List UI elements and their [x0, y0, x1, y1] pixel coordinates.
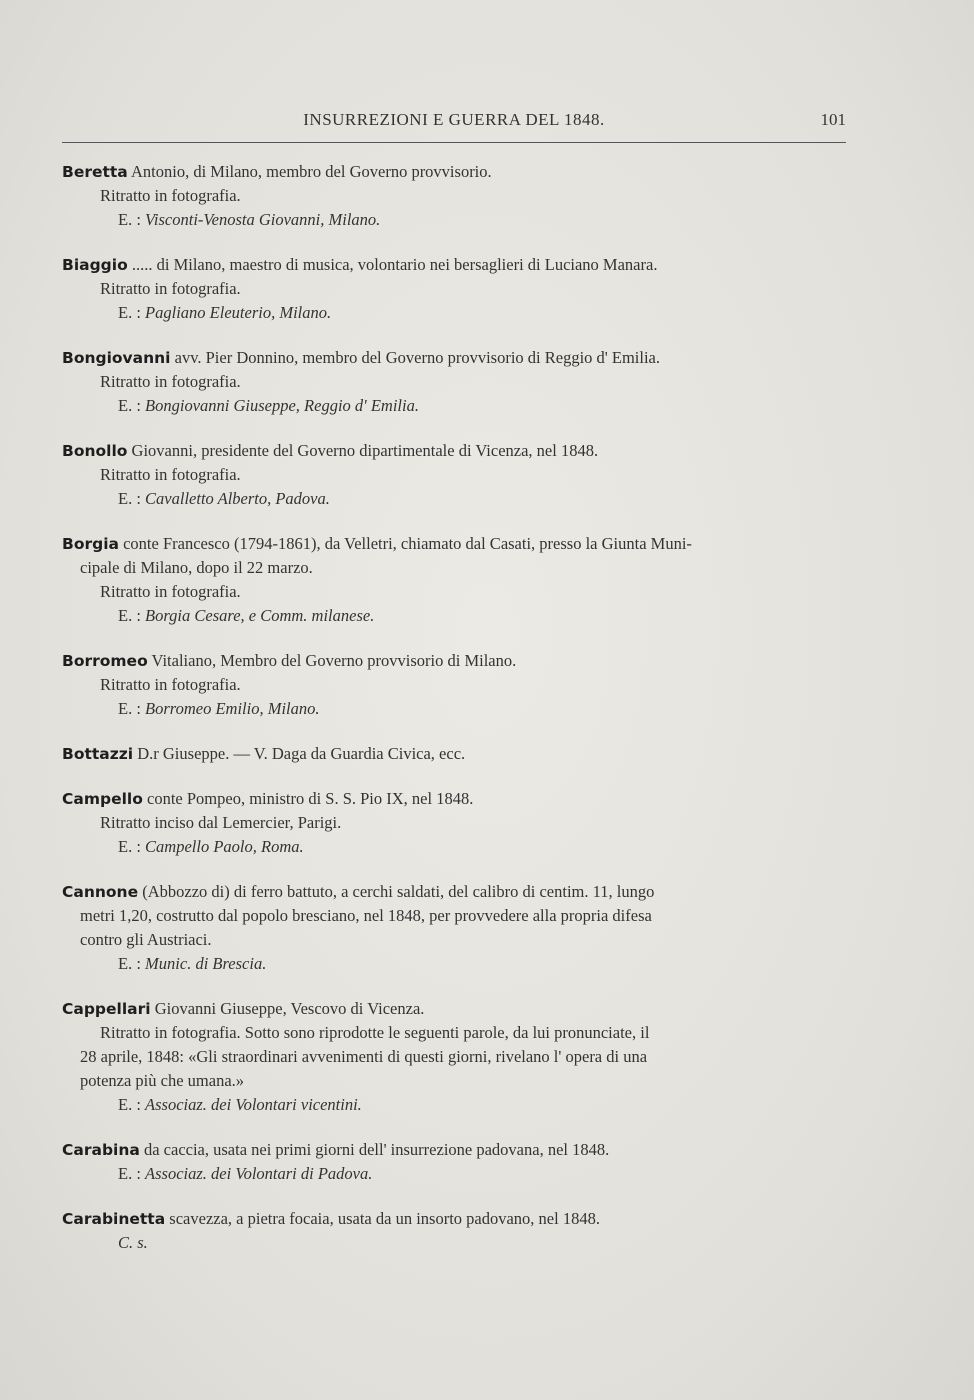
owner-prefix: E. :	[118, 1164, 146, 1183]
entry-text: D.r Giuseppe. — V. Daga da Guardia Civica, ecc.	[133, 744, 466, 763]
entry-description: Ritratto in fotografia.	[100, 582, 241, 601]
owner-prefix: E. :	[118, 837, 146, 856]
page-number: 101	[820, 110, 846, 129]
owner-name: Associaz. dei Volontari di Padova.	[145, 1164, 373, 1183]
entry-text: Vitaliano, Membro del Governo provvisorio di Milano.	[147, 651, 517, 670]
entry-owner	[62, 835, 846, 859]
owner-name: Cavalletto Alberto, Padova.	[145, 489, 330, 508]
owner-prefix: E. :	[118, 606, 146, 625]
entry-text: Antonio, di Milano, membro del Governo provvisorio.	[127, 162, 492, 181]
entry-text: ..... di Milano, maestro di musica, volontario nei bersaglieri di Luciano Manara.	[127, 255, 658, 274]
catalog-entry	[62, 742, 846, 766]
catalog-entry	[62, 532, 846, 628]
entry-name: Cappellari	[62, 1000, 151, 1018]
entry-owner	[62, 1231, 846, 1255]
owner-name: Campello Paolo, Roma.	[145, 837, 304, 856]
entry-text: scavezza, a pietra focaia, usata da un insorto padovano, nel 1848.	[165, 1209, 600, 1228]
entry-text-continued: contro gli Austriaci.	[80, 930, 212, 949]
catalog-entry	[62, 997, 846, 1117]
entry-name: Borromeo	[62, 652, 148, 670]
entry-owner	[62, 301, 846, 325]
entry-owner	[62, 952, 846, 976]
owner-name: Bongiovanni Giuseppe, Reggio d' Emilia.	[145, 396, 419, 415]
entry-description: Ritratto in fotografia.	[100, 465, 241, 484]
entry-description-continued: 28 aprile, 1848: «Gli straordinari avvenimenti di questi giorni, rivelano l' opera di una	[80, 1047, 648, 1066]
catalog-entry	[62, 787, 846, 859]
catalog-entry	[62, 160, 846, 232]
owner-name: Visconti-Venosta Giovanni, Milano.	[145, 210, 381, 229]
entry-name: Cannone	[62, 883, 139, 901]
entry-text: (Abbozzo di) di ferro battuto, a cerchi saldati, del calibro di centim. 11, lungo	[138, 882, 655, 901]
owner-name: Munic. di Brescia.	[145, 954, 267, 973]
catalog-entry	[62, 346, 846, 418]
owner-prefix: E. :	[118, 954, 146, 973]
owner-prefix: E. :	[118, 1095, 146, 1114]
owner-name: Borgia Cesare, e Comm. milanese.	[145, 606, 375, 625]
entry-name: Bottazzi	[62, 745, 134, 763]
entry-owner	[62, 1093, 846, 1117]
entry-name: Carabinetta	[62, 1210, 166, 1228]
entry-text: da caccia, usata nei primi giorni dell' insurrezione padovana, nel 1848.	[139, 1140, 610, 1159]
owner-name: C. s.	[118, 1233, 148, 1252]
catalog-entry	[62, 439, 846, 511]
entry-owner	[62, 604, 846, 628]
entry-text: avv. Pier Donnino, membro del Governo provvisorio di Reggio d' Emilia.	[170, 348, 660, 367]
owner-prefix: E. :	[118, 699, 146, 718]
owner-name: Pagliano Eleuterio, Milano.	[145, 303, 332, 322]
entry-description-continued: potenza più che umana.»	[80, 1071, 245, 1090]
entry-name: Biaggio	[62, 256, 128, 274]
entry-description: Ritratto in fotografia.	[100, 279, 241, 298]
catalog-entries	[62, 160, 846, 1255]
entry-name: Borgia	[62, 535, 119, 553]
entry-name: Carabina	[62, 1141, 140, 1159]
entry-owner	[62, 1162, 846, 1186]
entry-text: Giovanni Giuseppe, Vescovo di Vicenza.	[150, 999, 425, 1018]
entry-text: Giovanni, presidente del Governo dipartimentale di Vicenza, nel 1848.	[127, 441, 599, 460]
entry-name: Bongiovanni	[62, 349, 171, 367]
catalog-entry	[62, 880, 846, 976]
entry-description: Ritratto in fotografia.	[100, 186, 241, 205]
entry-description: Ritratto in fotografia.	[100, 675, 241, 694]
entry-text: conte Pompeo, ministro di S. S. Pio IX, nel 1848.	[142, 789, 474, 808]
entry-description: Ritratto in fotografia. Sotto sono riprodotte le seguenti parole, da lui pronunciate, il	[100, 1023, 650, 1042]
owner-prefix: E. :	[118, 489, 146, 508]
entry-description: Ritratto inciso dal Lemercier, Parigi.	[100, 813, 342, 832]
owner-name: Associaz. dei Volontari vicentini.	[145, 1095, 362, 1114]
entry-text-continued: cipale di Milano, dopo il 22 marzo.	[80, 558, 313, 577]
page-header	[62, 108, 846, 143]
entry-name: Beretta	[62, 163, 128, 181]
catalog-entry	[62, 1207, 846, 1255]
owner-name: Borromeo Emilio, Milano.	[145, 699, 320, 718]
catalog-entry	[62, 649, 846, 721]
entry-text-continued: metri 1,20, costrutto dal popolo bresciano, nel 1848, per provvedere alla propria difesa	[80, 906, 652, 925]
entry-owner	[62, 208, 846, 232]
running-title: INSURREZIONI E GUERRA DEL 1848.	[303, 110, 605, 129]
entry-name: Campello	[62, 790, 143, 808]
owner-prefix: E. :	[118, 210, 146, 229]
entry-description: Ritratto in fotografia.	[100, 372, 241, 391]
owner-prefix: E. :	[118, 303, 146, 322]
catalog-entry	[62, 1138, 846, 1186]
catalog-entry	[62, 253, 846, 325]
entry-name: Bonollo	[62, 442, 128, 460]
entry-owner	[62, 487, 846, 511]
entry-owner	[62, 394, 846, 418]
entry-owner	[62, 697, 846, 721]
owner-prefix: E. :	[118, 396, 146, 415]
entry-text: conte Francesco (1794-1861), da Velletri, chiamato dal Casati, presso la Giunta Muni-	[118, 534, 692, 553]
